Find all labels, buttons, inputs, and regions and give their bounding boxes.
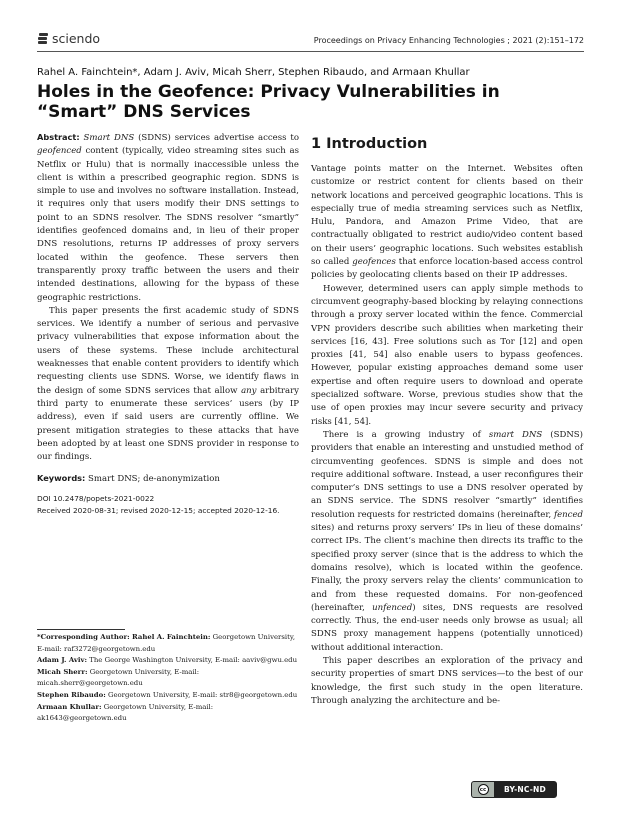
abstract-term-geofenced: geofenced <box>37 146 82 157</box>
paper-title: Holes in the Geofence: Privacy Vulnerabilities in “Smart” DNS Services <box>37 82 500 122</box>
footnote-item: *Corresponding Author: Rahel A. Fainchtein: Georgetown University, E-mail: raf3272@georgetown.edu <box>37 633 296 653</box>
abstract-term-smart-dns: Smart DNS <box>83 133 135 143</box>
abstract-text: This paper presents the first academic study of SDNS services. We identify a number of serious and pervasive privacy vulnerabilities that expose information about the users of these systems. These include architectural weaknesses that enable content providers to identify which requesting clients use SDNS. Worse, we identify flaws in the design of some SDNS services that allow <box>37 305 299 396</box>
abstract-text: content (typically, video streaming sites such as Netflix or Hulu) that is normally inaccessible unless the client is within a prescribed geographic region. SDNS is simple to use and involves no software installation. Instead, it requires only that users modify their DNS settings to point to an SDNS resolver. The SDNS resolver “smartly” identifies geofenced domains and, in lieu of their proper DNS resolutions, returns IP addresses of proxy servers located within the geofence. These servers then transparently proxy traffic between the users and their intended destinations, allowing for the bypass of these geographic restrictions. <box>37 146 299 303</box>
sciendo-logo-icon <box>37 32 48 45</box>
publisher-name: sciendo <box>52 31 101 46</box>
intro-paragraph-3: There is a growing industry of smart DNS (SDNS) providers that enable an interesting and unstudied method of circumventing geofences. SDNS is simple and does not require additional software. Instead, a user reconfigures their computer’s DNS settings to use a DNS resolver operated by an SDNS service. The SDNS resolver “smartly” identifies resolution requests for restricted domains (hereinafter, fenced sites) and returns proxy servers’ IPs in lieu of these domains’ correct IPs. The client’s machine then directs its traffic to the specified proxy server (since that is the address to which the domains resolve), which is located within the geofence. Finally, the proxy servers relay the clients’ communication to and from these requested domains. For non-geofenced (hereinafter, unfenced) sites, DNS requests are resolved correctly. Thus, the end-user needs only browse as usual; all SDNS proxy management happens (potentially unnoticed) without additional interaction. <box>311 429 583 653</box>
abstract-term-any: any <box>241 385 257 396</box>
intro-paragraph-1: Vantage points matter on the Internet. Websites often customize or restrict content for clients based on their network locations and perceived geographic locations. This is especially true of media streaming services such as Netflix, Hulu, Pandora, and Amazon Prime Video, that are contractually obligated to restrict audio/video content based on their users’ geographic locations. Such websites establish so called geofences that enforce location-based access control policies by geolocating clients based on their IP addresses. <box>311 164 583 281</box>
abstract-text: arbitrary third party to enumerate these services’ users (by IP address), even if said users are currently offline. We present mitigation strategies to these attacks that have been adopted by at least one SDNS provider in response to our findings. <box>37 385 300 463</box>
left-column <box>37 131 299 517</box>
footnote-item: Armaan Khullar: Georgetown University, E-mail: ak1643@georgetown.edu <box>37 702 214 723</box>
received-line: Received 2020-08-31; revised 2020-12-15; accepted 2020-12-16. <box>37 505 280 515</box>
intro-paragraph-2: However, determined users can apply simple methods to circumvent geography-based blocking by relaying connections through a proxy server located within the fence. Commercial VPN providers describe such abilities when marketing their services [16, 43]. Free solutions such as Tor [12] and open proxies [41, 54] also enable users to bypass geofences. However, popular existing approaches demand some user expertise and often require users to download and operate specialized software. Worse, previous studies show that the use of open proxies may incur severe security and privacy risks [41, 54]. <box>311 283 583 427</box>
author-footnotes <box>37 632 299 725</box>
right-column <box>311 135 583 708</box>
section-heading-introduction: 1 Introduction <box>311 136 428 152</box>
footnote-item: Adam J. Aviv: The George Washington University, E-mail: aaviv@gwu.edu <box>37 656 298 665</box>
intro-paragraph-4: This paper describes an exploration of the privacy and security properties of smart DNS services—to the best of our knowledge, the first such study in the open literature. Through analyzing the architecture and be- <box>311 655 583 706</box>
abstract-label: Abstract: <box>37 132 80 142</box>
keywords-label: Keywords: <box>37 473 86 484</box>
cc-license-badge[interactable] <box>471 781 557 798</box>
abstract-text: (SDNS) services advertise access to <box>134 133 299 143</box>
footnote-rule <box>37 629 125 630</box>
doi-line: DOI 10.2478/popets-2021-0022 <box>37 493 155 503</box>
abstract-paragraph-2 <box>37 305 299 465</box>
footnote-item: Stephen Ribaudo: Georgetown University, E-mail: str8@georgetown.edu <box>37 690 298 699</box>
header-rule <box>37 51 584 52</box>
abstract-paragraph-1 <box>37 131 299 305</box>
creative-commons-icon: cc <box>472 782 494 797</box>
footnote-item: Micah Sherr: Georgetown University, E-mail: micah.sherr@georgetown.edu <box>37 667 200 688</box>
journal-citation: Proceedings on Privacy Enhancing Technologies ; 2021 (2):151–172 <box>313 36 584 45</box>
license-text: BY-NC-ND <box>504 785 546 794</box>
author-list: Rahel A. Fainchtein*, Adam J. Aviv, Micah Sherr, Stephen Ribaudo, and Armaan Khullar <box>37 67 470 78</box>
publisher-logo <box>37 31 100 46</box>
keywords-line <box>37 472 299 486</box>
keywords-text: Smart DNS; de-anonymization <box>85 474 220 485</box>
